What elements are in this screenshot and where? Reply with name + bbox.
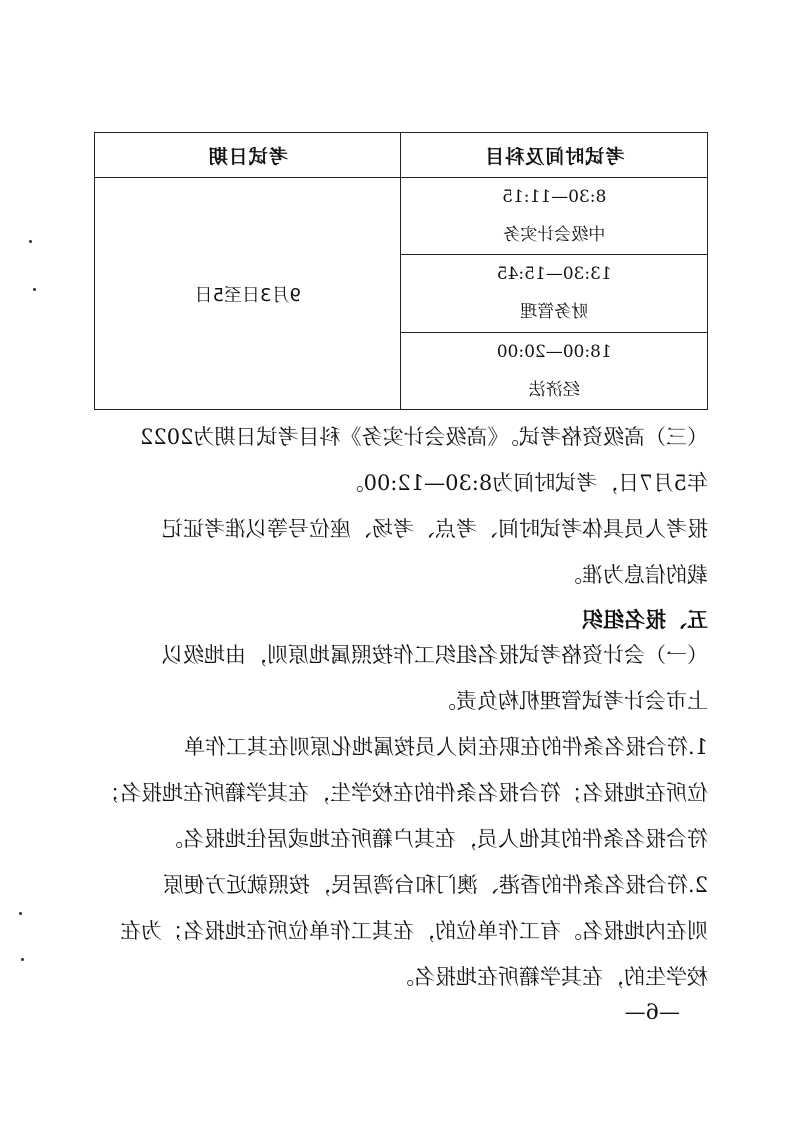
body-line: 2.符合报名条件的香港、澳门和台湾居民，按照就近方便原 — [162, 873, 708, 897]
exam-schedule-table — [94, 132, 708, 410]
body-line: 则在内地报名。有工作单位的，在其工作单位所在地报名；为在 — [120, 919, 708, 943]
body-line: 位所在地报名；符合报名条件的在校学生，在其学籍所在地报名； — [99, 781, 708, 805]
scan-speck — [19, 912, 22, 915]
body-line: 符合报名条件的其他人员，在其户籍所在地或居住地报名。 — [162, 827, 708, 851]
slot-time: 18:00—20:00 — [496, 341, 612, 362]
scan-speck — [33, 288, 36, 291]
header-time-subject: 考试时间及科目 — [401, 133, 708, 178]
slot-subject: 经济法 — [528, 379, 580, 400]
slot-2 — [401, 255, 708, 332]
slot-subject: 财务管理 — [520, 302, 589, 323]
body-line: 1.符合报名条件的在职在岗人员按属地化原则在其工作单 — [183, 735, 708, 759]
slot-time: 13:30—15:45 — [496, 264, 612, 285]
paragraph-line: （三）高级资格考试。《高级会计实务》科目考试日期为2022 — [140, 425, 708, 449]
paragraph-line: 报考人员具体考试时间、考点、考场、座位号等以准考证记 — [162, 517, 708, 541]
body-line: （一）会计资格考试报名组织工作按照属地原则，由地级以 — [162, 643, 708, 667]
slot-time: 8:30—11:15 — [502, 187, 607, 208]
slot-3 — [401, 332, 708, 409]
slot-subject: 中级会计实务 — [503, 225, 606, 246]
scan-speck — [21, 958, 24, 961]
slot-1 — [401, 178, 708, 255]
exam-date-cell: 9月3日至5日 — [95, 178, 402, 410]
body-line: 校学生的，在其学籍所在地报名。 — [393, 965, 708, 989]
header-exam-date: 考试日期 — [95, 133, 402, 178]
body-line: 上市会计考试管理机构负责。 — [435, 689, 708, 713]
paragraph-line: 载的信息为准。 — [561, 563, 708, 587]
section-heading: 五、报名组织 — [582, 608, 708, 632]
paragraph-line: 年5月7日，考试时间为8:30—12:00。 — [342, 471, 708, 495]
page-number: —6— — [624, 1000, 680, 1024]
scan-speck — [29, 240, 32, 243]
